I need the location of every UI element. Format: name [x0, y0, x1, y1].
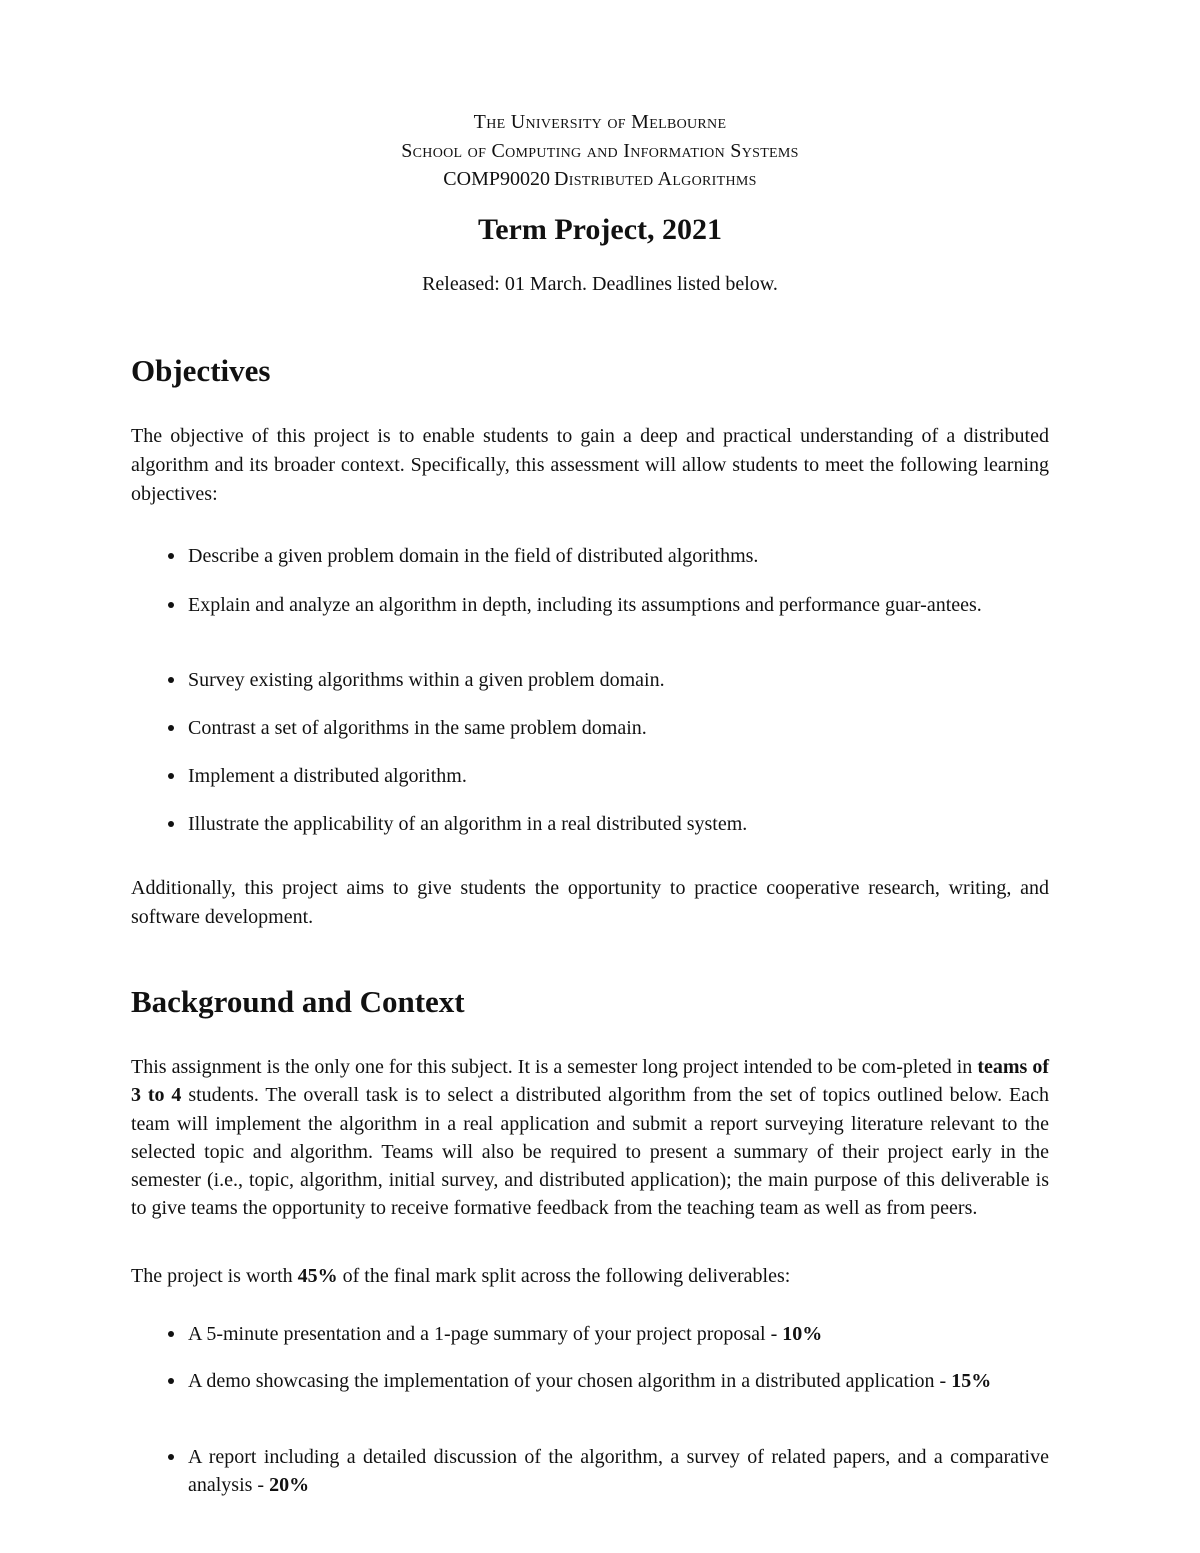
bullet-icon [168, 725, 174, 731]
objectives-intro: The objective of this project is to enable students to gain a deep and practical understanding of a distributed algorithm and its broader context. Specifically, this assessment will allow students to meet the following learning objectives: [131, 425, 1049, 505]
background-paragraph: This assignment is the only one for this subject. It is a semester long project intended to be com-pleted in teams of 3 to 4 students. The overall task is to select a distributed algorithm from the set of topics outlined below. Each team will implement the algorithm in a real application and submit a report surveying literature relevant to the selected topic and algorithm. Teams will also be required to present a summary of their project early in the semester (i.e., topic, algorithm, initial survey, and distributed application); the main purpose of this deliverable is to give teams the opportunity to receive formative feedback from the teaching team as well as from peers. [131, 1056, 1050, 1220]
team-size: teams of 3 to 4 [131, 1056, 1050, 1107]
list-item: Contrast a set of algorithms in the same problem domain. [131, 714, 1049, 742]
bullet-icon [168, 1378, 174, 1384]
bullet-icon [168, 553, 174, 559]
list-item: A report including a detailed discussion of the algorithm, a survey of related papers, and a comparative analysis - 20% [131, 1443, 1049, 1499]
worth-paragraph: The project is worth 45% of the final mark split across the following deliverables: [131, 1265, 791, 1287]
bullet-icon [168, 821, 174, 827]
list-item: A 5-minute presentation and a 1-page summary of your project proposal - 10% [131, 1320, 1049, 1348]
project-weight: 45% [297, 1265, 338, 1287]
bullet-icon [168, 1331, 174, 1337]
course-line [0, 165, 1200, 193]
bullet-icon [168, 602, 174, 608]
list-item: Implement a distributed algorithm. [131, 762, 1049, 790]
course-name: Distributed Algorithms [553, 168, 757, 190]
school-name: School of Computing and Information Systems [401, 140, 799, 162]
list-item: A demo showcasing the implementation of your chosen algorithm in a distributed application - 15% [131, 1367, 1049, 1395]
deliverable-weight: 15% [951, 1370, 992, 1392]
document-title: Term Project, 2021 [477, 213, 723, 246]
course-code: COMP90020 [443, 168, 550, 190]
deliverable-weight: 10% [782, 1323, 823, 1345]
list-item: Survey existing algorithms within a given problem domain. [131, 666, 1049, 694]
list-item: Describe a given problem domain in the field of distributed algorithms. [131, 542, 1049, 570]
list-item: Illustrate the applicability of an algorithm in a real distributed system. [131, 810, 1049, 838]
university-name: The University of Melbourne [473, 111, 727, 133]
objectives-outro: Additionally, this project aims to give students the opportunity to practice cooperative research, writing, and software development. [131, 877, 1049, 928]
objectives-heading: Objectives [131, 353, 271, 388]
bullet-icon [168, 773, 174, 779]
bullet-icon [168, 677, 174, 683]
list-item: Explain and analyze an algorithm in depth, including its assumptions and performance guar-antees. [131, 591, 1049, 619]
release-note: Released: 01 March. Deadlines listed below. [422, 273, 778, 295]
bullet-icon [168, 1454, 174, 1460]
deliverable-weight: 20% [269, 1474, 310, 1496]
background-heading: Background and Context [131, 984, 465, 1019]
